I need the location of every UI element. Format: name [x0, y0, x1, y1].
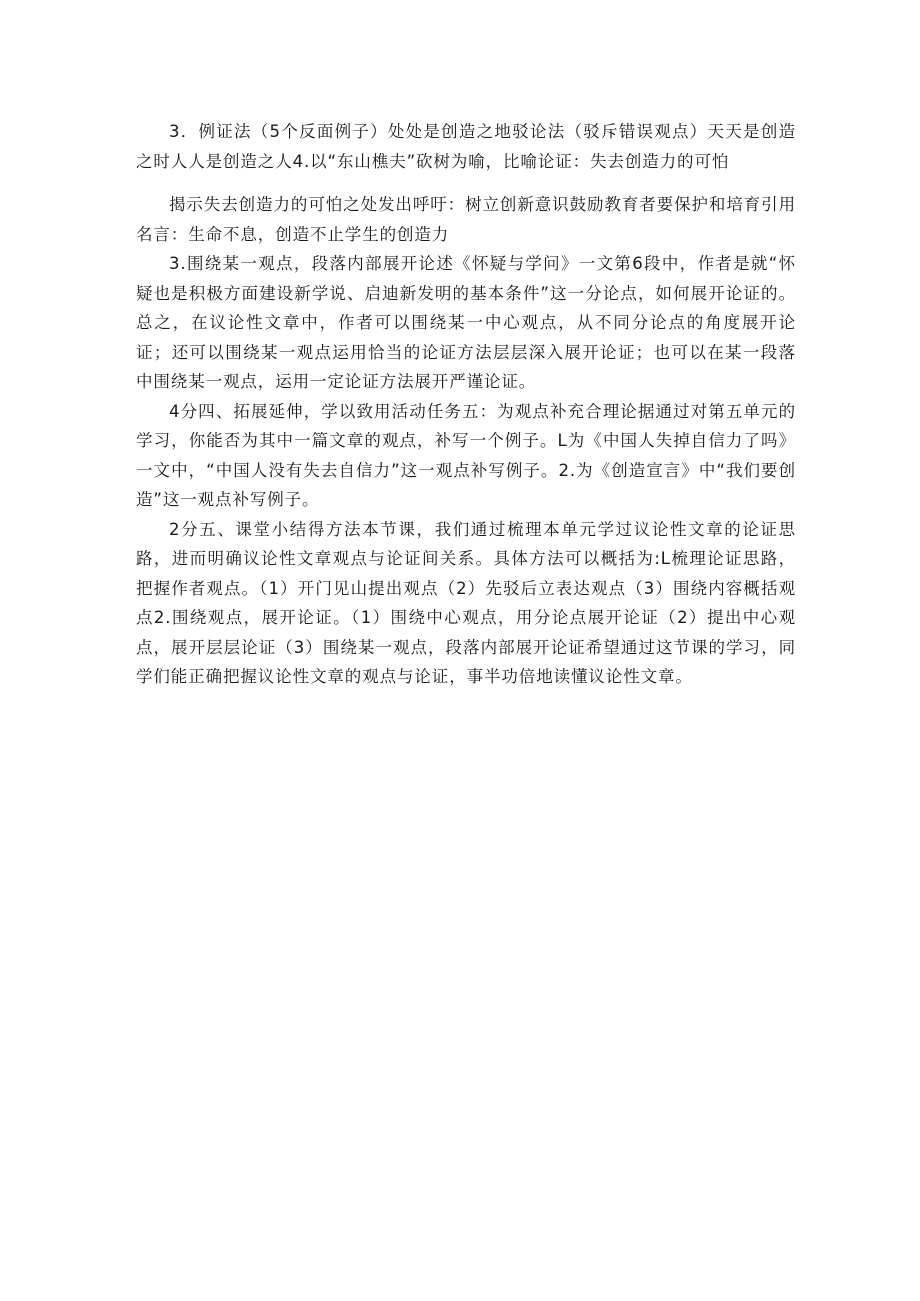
paragraph-creativity-appeal: 揭示失去创造力的可怕之处发出呼吁：树立创新意识鼓励教育者要保护和培育引用名言：生命不息，创造不止学生的创造力: [136, 195, 796, 244]
paragraph-class-summary: 2分五、课堂小结得方法本节课，我们通过梳理本单元学过议论性文章的论证思路，进而明确议论性文章观点与论证间关系。具体方法可以概括为:L梳理论证思路，把握作者观点。（1）开门见山提出观点（2）先驳后立表达观点（3）围绕内容概括观点2.围绕观点，展开论证。（1）围绕中心观点，用分论点展开论证（2）提出中心观点，展开层层论证（3）围绕某一观点，段落内部展开论证希望通过这节课的学习，同学们能正确把握议论性文章的观点与论证，事半功倍地读懂议论性文章。: [136, 519, 796, 686]
paragraph-paragraph-argument: 3.围绕某一观点，段落内部展开论述《怀疑与学问》一文第6段中，作者是就“怀疑也是积极方面建设新学说、启迪新发明的基本条件”这一分论点，如何展开论证的。总之，在议论性文章中，作者可以围绕某一中心观点，从不同分论点的角度展开论证；还可以围绕某一观点运用恰当的论证方法层层深入展开论证；也可以在某一段落中围绕某一观点，运用一定论证方法展开严谨论证。: [136, 254, 796, 391]
paragraph-extension-activity: 4分四、拓展延伸，学以致用活动任务五：为观点补充合理论据通过对第五单元的学习，你能否为其中一篇文章的观点，补写一个例子。L为《中国人失掉自信力了吗》一文中，“中国人没有失去自信力”这一观点补写例子。2.为《创造宣言》中“我们要创造”这一观点补写例子。: [136, 401, 796, 509]
document-body: [136, 117, 796, 692]
paragraph-example-argument: 3．例证法（5个反面例子）处处是创造之地驳论法（驳斥错误观点）天天是创造之时人人是创造之人4.以“东山樵夫”砍树为喻，比喻论证：失去创造力的可怕: [136, 122, 796, 171]
